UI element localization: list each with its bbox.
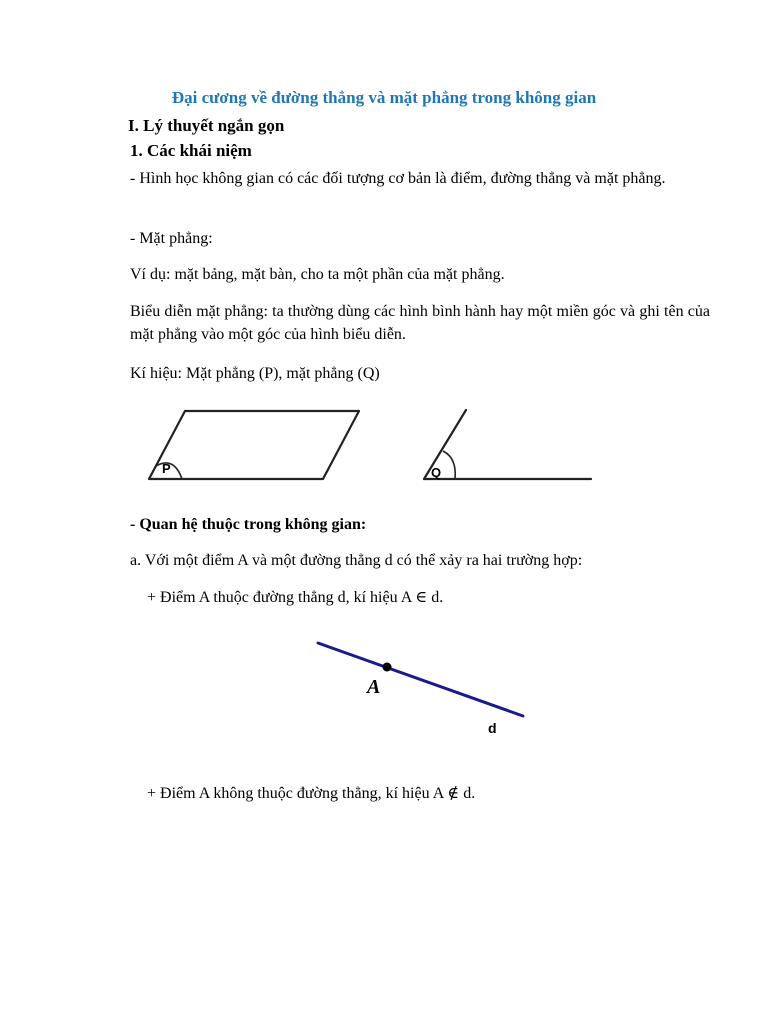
representation-paragraph: Biểu diễn mặt phẳng: ta thường dùng các hình bình hành hay một miền góc và ghi tên của mặt phẳng vào một góc của hình biểu diễn. [130, 303, 710, 343]
line-d-label: d [488, 720, 497, 736]
point-on-line-figure [310, 635, 540, 745]
page-title: Đại cương về đường thẳng và mặt phẳng trong không gian [171, 88, 597, 107]
section-heading: I. Lý thuyết ngắn gọn [128, 116, 285, 135]
plane-q-figure [415, 400, 600, 490]
case-a-paragraph: a. Với một điểm A và một đường thẳng d có thể xảy ra hai trường hợp: [130, 552, 583, 569]
relation-heading: - Quan hệ thuộc trong không gian: [130, 516, 367, 533]
belongs-paragraph: + Điểm A thuộc đường thẳng d, kí hiệu A ∈ d. [147, 589, 444, 606]
line-d [318, 643, 523, 716]
plane-heading: - Mặt phẳng: [130, 230, 213, 247]
plane-p-figure [140, 400, 370, 490]
plane-p-label: P [162, 461, 171, 476]
point-a-label: A [367, 676, 381, 698]
subsection-heading: 1. Các khái niệm [130, 141, 252, 160]
parallelogram-shape [149, 411, 359, 479]
point-a-dot [383, 663, 392, 672]
example-paragraph: Ví dụ: mặt bảng, mặt bàn, cho ta một phần của mặt phẳng. [130, 266, 505, 283]
plane-q-label: Q [431, 465, 442, 480]
not-belongs-paragraph: + Điểm A không thuộc đường thẳng, kí hiệu A ∉ d. [147, 785, 476, 802]
intro-paragraph: - Hình học không gian có các đối tượng cơ bản là điểm, đường thẳng và mặt phẳng. [130, 170, 666, 187]
notation-paragraph: Kí hiệu: Mặt phẳng (P), mặt phẳng (Q) [130, 365, 380, 382]
angle-arc [443, 451, 455, 479]
